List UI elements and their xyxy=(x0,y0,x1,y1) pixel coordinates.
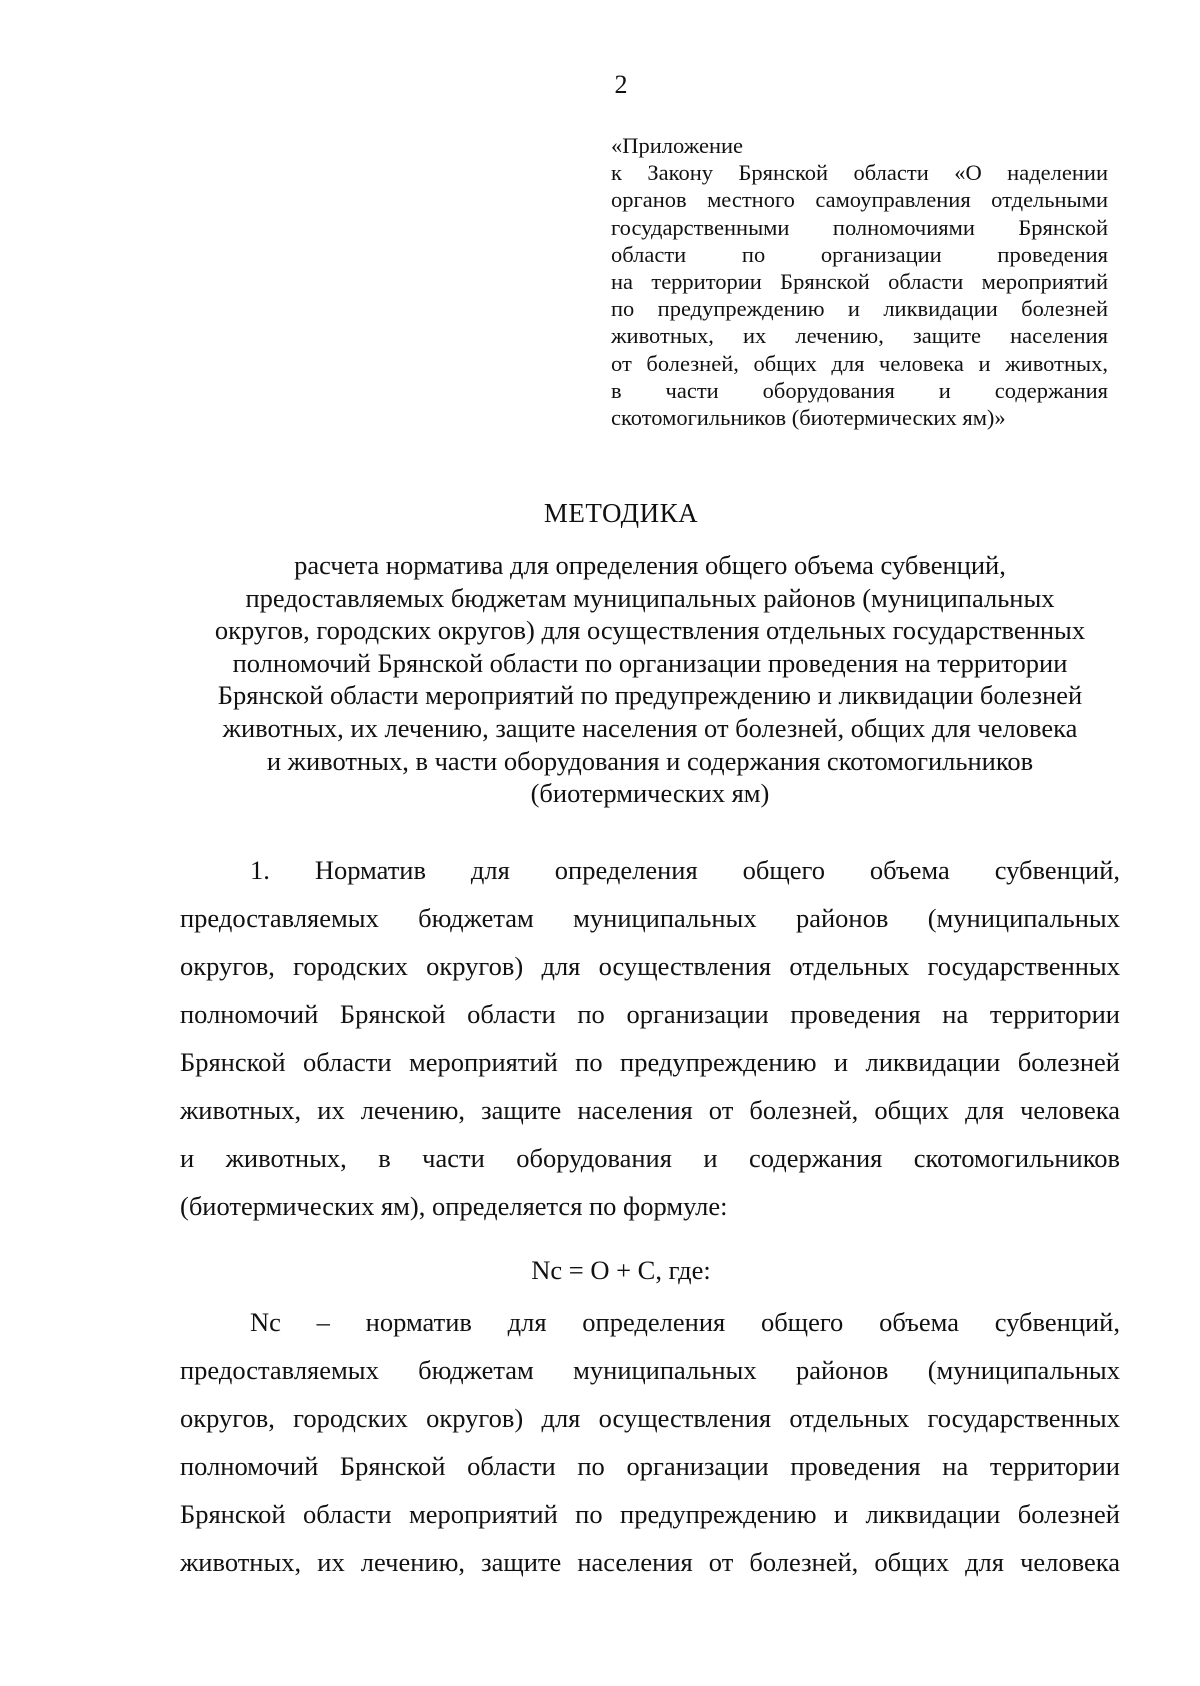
appendix-line: в части оборудования и содержания xyxy=(611,377,1108,403)
subtitle-line: предоставляемых бюджетам муниципальных районов (муниципальных xyxy=(245,582,1055,613)
paragraph-2 xyxy=(180,1298,1120,1586)
appendix-line: области по организации проведения xyxy=(611,241,1108,267)
subtitle-line: и животных, в части оборудования и содержания скотомогильников xyxy=(266,745,1034,776)
subtitle-line: животных, их лечению, защите населения от болезней, общих для человека xyxy=(222,712,1078,743)
paragraph-line: предоставляемых бюджетам муниципальных районов (муниципальных xyxy=(180,1355,1120,1385)
paragraph-1 xyxy=(180,846,1120,1230)
subtitle-line: (биотермических ям) xyxy=(530,778,770,809)
subtitle-line: округов, городских округов) для осуществления отдельных государственных xyxy=(214,615,1086,646)
paragraph-line: животных, их лечению, защите населения от болезней, общих для человека xyxy=(180,1547,1120,1577)
appendix-line: скотомогильников (биотермических ям)» xyxy=(611,405,1006,431)
appendix-line: к Закону Брянской области «О наделении xyxy=(611,160,1108,186)
paragraph-line: предоставляемых бюджетам муниципальных районов (муниципальных xyxy=(180,903,1120,933)
appendix-line: «Приложение xyxy=(611,133,744,158)
document-title: МЕТОДИКА xyxy=(543,498,699,528)
appendix-line: государственными полномочиями Брянской xyxy=(611,214,1108,240)
paragraph-line: 1. Норматив для определения общего объема субвенций, xyxy=(250,855,1120,885)
paragraph-line: полномочий Брянской области по организации проведения на территории xyxy=(180,999,1120,1029)
paragraph-line: округов, городских округов) для осуществления отдельных государственных xyxy=(180,1403,1120,1433)
paragraph-line: Брянской области мероприятий по предупреждению и ликвидации болезней xyxy=(180,1047,1120,1077)
paragraph-line: (биотермических ям), определяется по формуле: xyxy=(180,1191,728,1221)
formula: Nc = O + C, где: xyxy=(531,1255,711,1285)
appendix-line: по предупреждению и ликвидации болезней xyxy=(611,296,1108,322)
paragraph-line: округов, городских округов) для осуществления отдельных государственных xyxy=(180,951,1120,981)
appendix-line: от болезней, общих для человека и животных, xyxy=(611,350,1108,376)
paragraph-line: животных, их лечению, защите населения от болезней, общих для человека xyxy=(180,1095,1120,1125)
paragraph-line: и животных, в части оборудования и содержания скотомогильников xyxy=(180,1143,1120,1173)
subtitle-line: полномочий Брянской области по организации проведения на территории xyxy=(232,647,1068,678)
paragraph-line: Брянской области мероприятий по предупреждению и ликвидации болезней xyxy=(180,1499,1120,1529)
subtitle-line: расчета норматива для определения общего объема субвенций, xyxy=(294,550,1006,580)
appendix-header xyxy=(611,132,1108,431)
paragraph-line: полномочий Брянской области по организации проведения на территории xyxy=(180,1451,1120,1481)
appendix-line: органов местного самоуправления отдельными xyxy=(611,187,1108,213)
appendix-line: на территории Брянской области мероприятий xyxy=(611,269,1108,295)
appendix-line: животных, их лечению, защите населения xyxy=(611,323,1108,349)
page-number: 2 xyxy=(614,70,628,99)
subtitle-line: Брянской области мероприятий по предупреждению и ликвидации болезней xyxy=(217,680,1083,711)
paragraph-line: Nc – норматив для определения общего объема субвенций, xyxy=(250,1307,1120,1337)
document-subtitle xyxy=(180,549,1120,810)
